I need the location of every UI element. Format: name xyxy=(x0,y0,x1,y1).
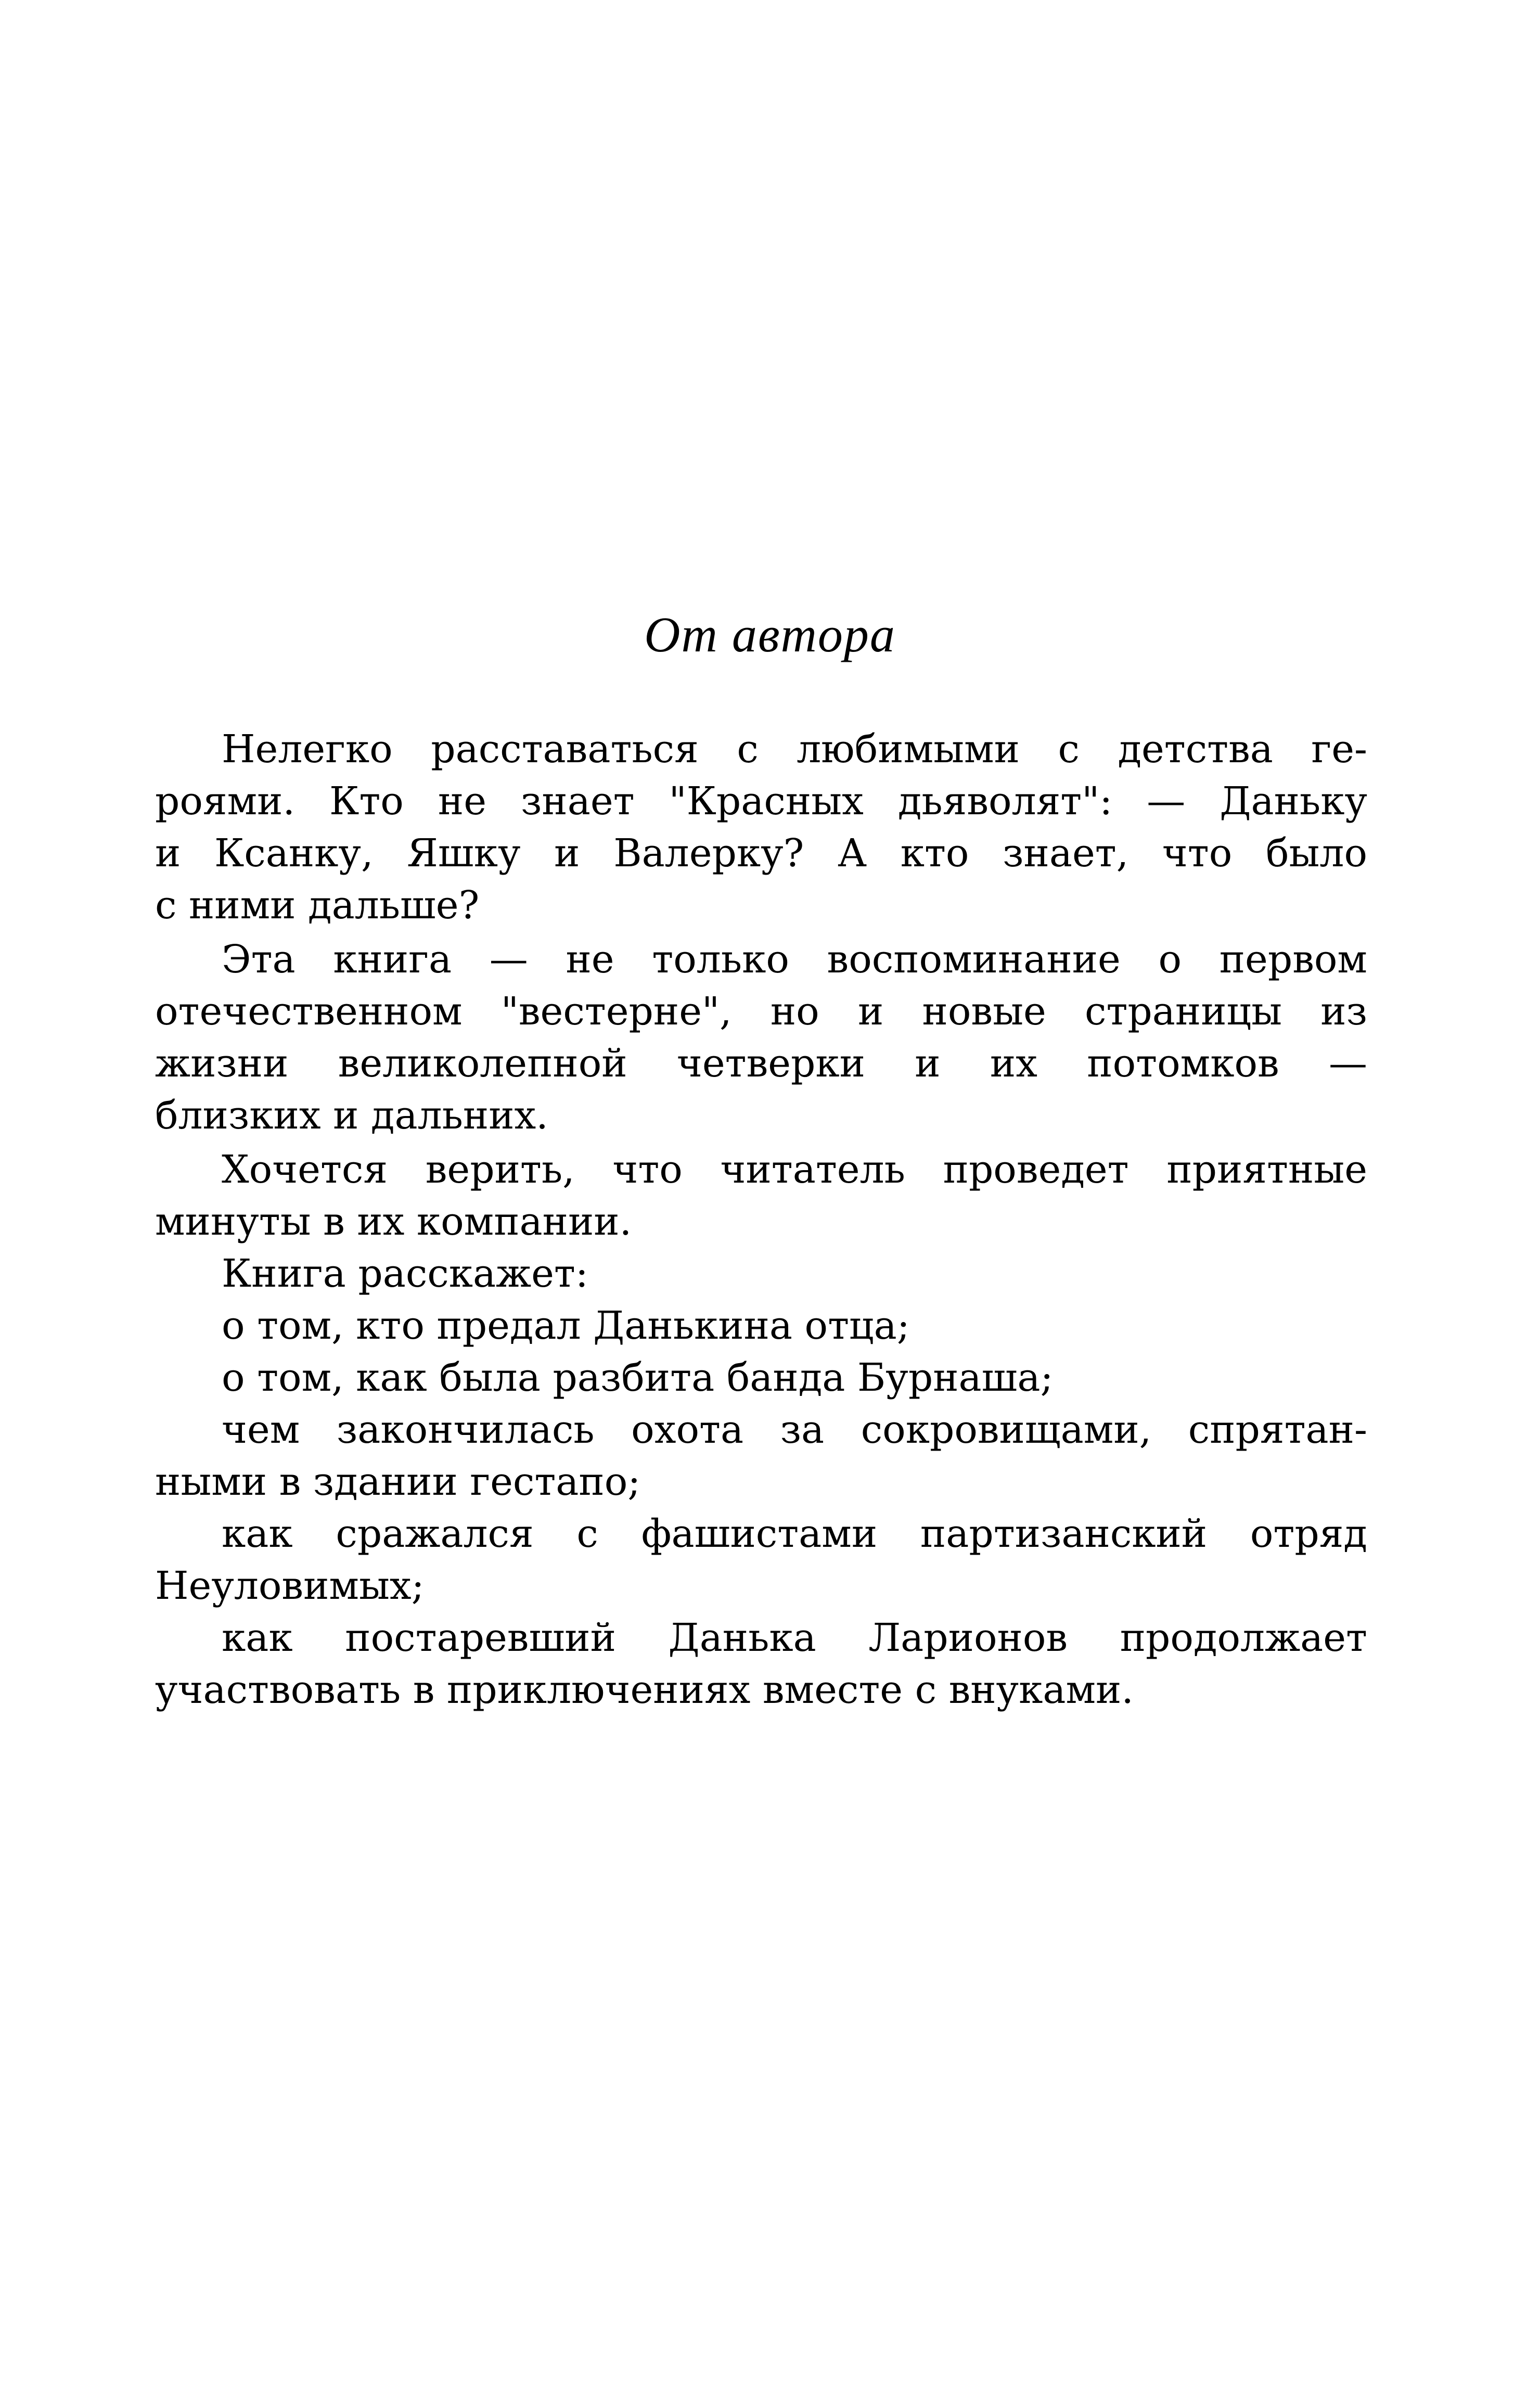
text-line: и Ксанку, Яшку и Валерку? А кто знает, что было xyxy=(155,831,1367,876)
text-line: Эта книга — не только воспоминание о первом xyxy=(222,937,1367,982)
text-line: чем закончилась охота за сокровищами, спрятан- xyxy=(222,1407,1367,1452)
text-line: как постаревший Данька Ларионов продолжает xyxy=(222,1615,1367,1660)
text-line: о том, кто предал Данькина отца; xyxy=(222,1303,910,1348)
preface-text xyxy=(155,723,1367,1716)
text-line: минуты в их компании. xyxy=(155,1199,632,1244)
text-line: Книга расскажет: xyxy=(222,1251,588,1296)
text-line: с ними дальше? xyxy=(155,883,480,928)
text-line: роями. Кто не знает "Красных дьяволят": — Даньку xyxy=(155,779,1367,824)
text-line: жизни великолепной четверки и их потомков — xyxy=(155,1041,1367,1086)
text-line: ными в здании гестапо; xyxy=(155,1459,641,1504)
page-title: От автора xyxy=(644,607,896,662)
text-line: как сражался с фашистами партизанский отряд xyxy=(222,1511,1367,1556)
text-line: о том, как была разбита банда Бурнаша; xyxy=(222,1355,1054,1400)
text-line: Неуловимых; xyxy=(155,1563,425,1608)
text-line: участвовать в приключениях вместе с внуками. xyxy=(155,1668,1134,1712)
text-line: Хочется верить, что читатель проведет приятные xyxy=(222,1147,1367,1192)
text-line: близких и дальних. xyxy=(155,1093,548,1138)
text-line: отечественном "вестерне", но и новые страницы из xyxy=(155,989,1367,1034)
text-line: Нелегко расставаться с любимыми с детства ге- xyxy=(222,727,1367,772)
